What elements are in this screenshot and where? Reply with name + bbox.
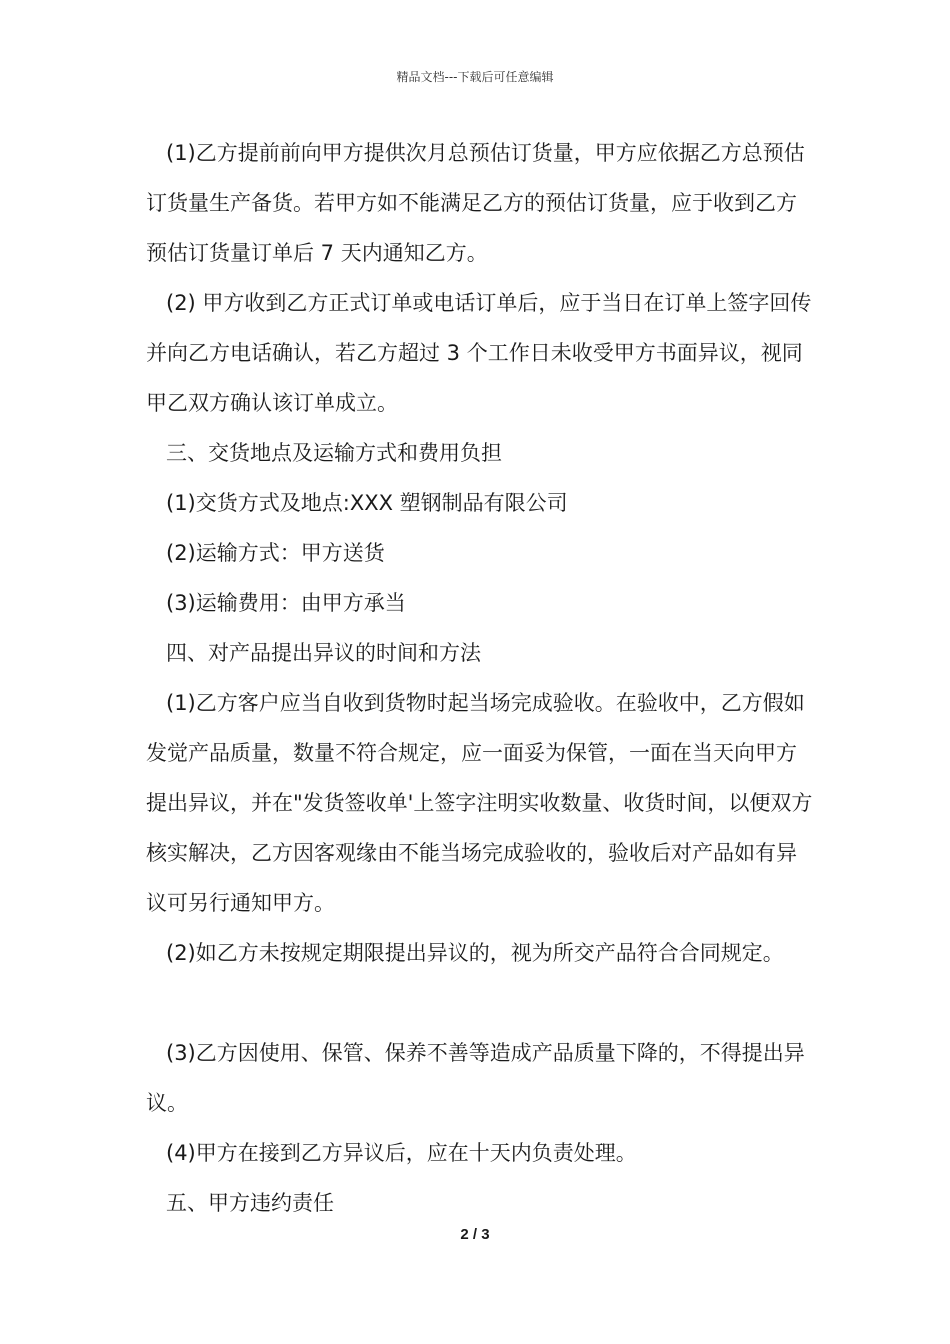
page-header: 精品文档---下载后可任意编辑	[396, 70, 554, 84]
document-body	[146, 128, 816, 1228]
paragraph-improper-use: (3)乙方因使用、保管、保养不善等造成产品质量下降的，不得提出异议。	[146, 1041, 805, 1115]
paragraph-order-confirmation: (2) 甲方收到乙方正式订单或电话订单后，应于当日在订单上签字回传并向乙方电话确认，若乙方超过 3 个工作日未收受甲方书面异议，视同甲乙双方确认该订单成立。	[146, 291, 812, 415]
section-heading-objections: 四、对产品提出异议的时间和方法	[166, 641, 481, 665]
paragraph-delivery-location: (1)交货方式及地点:XXX 塑钢制品有限公司	[166, 491, 568, 515]
paragraph-inspection: (1)乙方客户应当自收到货物时起当场完成验收。在验收中，乙方假如发觉产品质量，数量不符合规定，应一面妥为保管，一面在当天向甲方提出异议，并在"发货签收单'上签字注明实收数量、收货时间，以便双方核实解决，乙方因客观缘由不能当场完成验收的，验收后对产品如有异议可另行通知甲方。	[146, 691, 813, 915]
section-heading-delivery: 三、交货地点及运输方式和费用负担	[166, 441, 502, 465]
paragraph-objection-handling: (4)甲方在接到乙方异议后，应在十天内负责处理。	[166, 1141, 637, 1165]
page-number: 2 / 3	[460, 1226, 490, 1243]
section-heading-liability: 五、甲方违约责任	[166, 1191, 334, 1215]
paragraph-transport-cost: (3)运输费用：由甲方承当	[166, 591, 406, 615]
paragraph-transport-method: (2)运输方式：甲方送货	[166, 541, 385, 565]
paragraph-order-forecast: (1)乙方提前前向甲方提供次月总预估订货量，甲方应依据乙方总预估订货量生产备货。若甲方如不能满足乙方的预估订货量，应于收到乙方预估订货量订单后 7 天内通知乙方。	[146, 141, 805, 265]
blank-line	[146, 978, 816, 1028]
paragraph-objection-deadline: (2)如乙方未按规定期限提出异议的，视为所交产品符合合同规定。	[166, 941, 784, 965]
